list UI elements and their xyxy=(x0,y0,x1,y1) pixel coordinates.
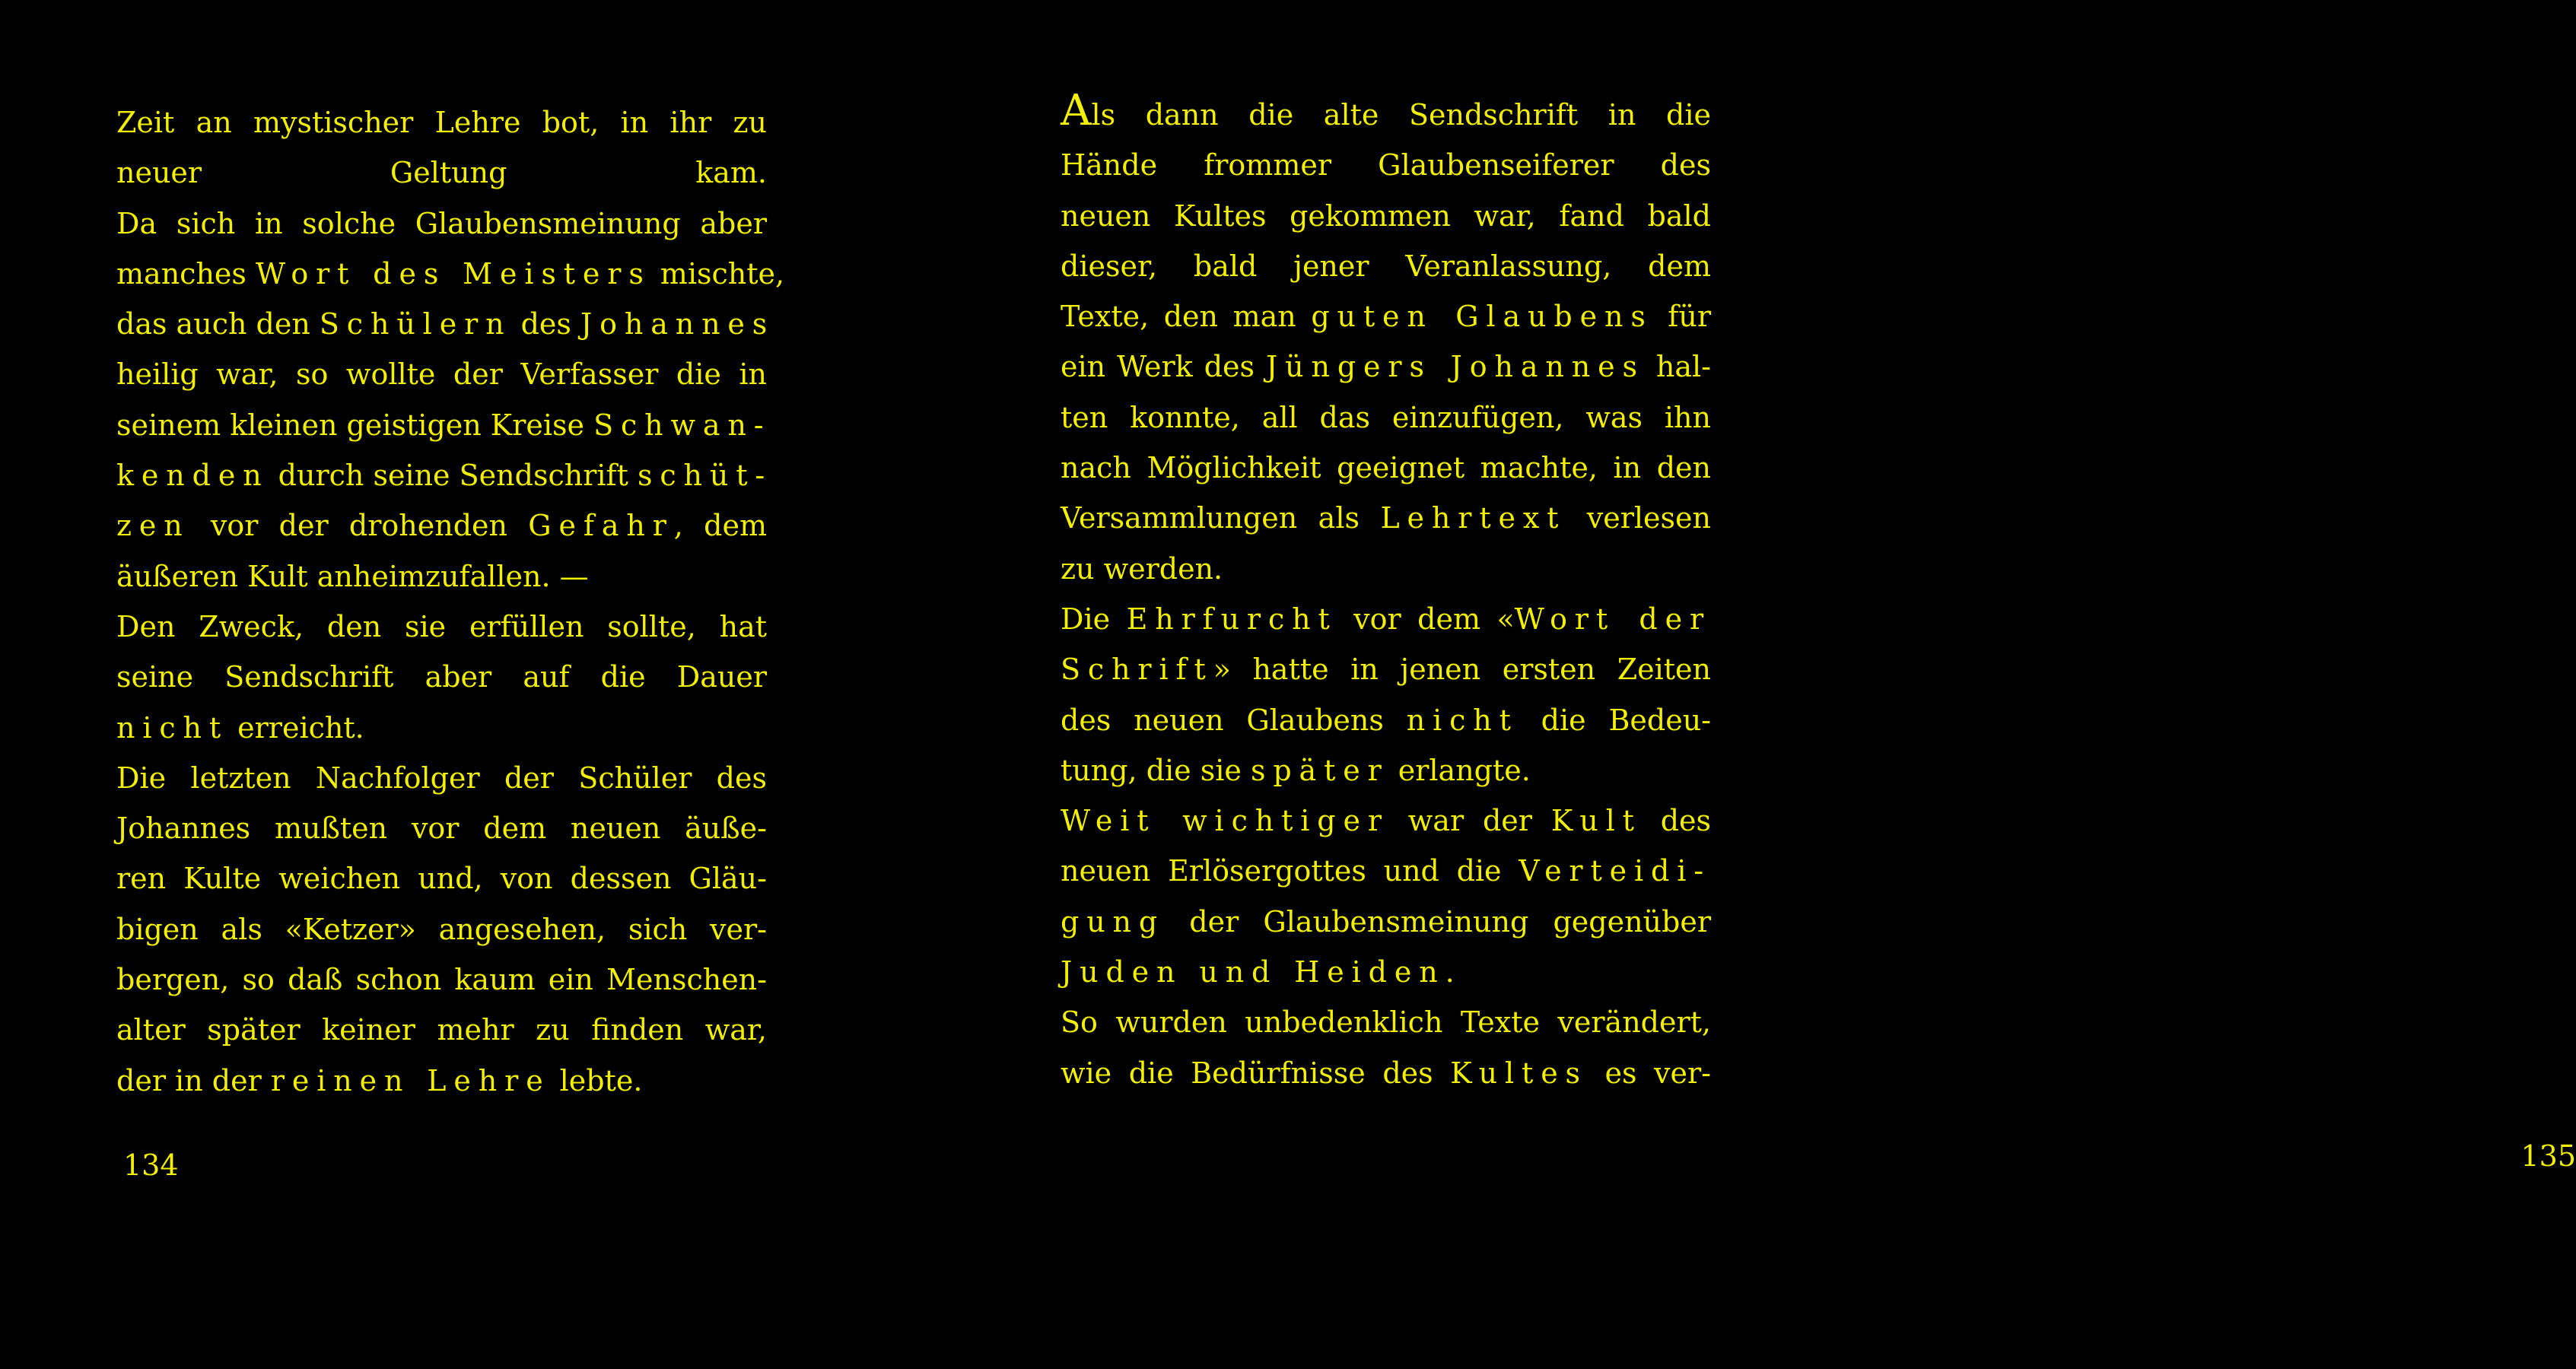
text-segment: Hände frommer Glaubenseiferer des xyxy=(1061,148,1711,183)
spaced-emphasis: Weit wichtiger xyxy=(1061,804,1389,838)
spaced-emphasis: Ehrfurcht xyxy=(1126,602,1337,636)
text-segment: Zeit an mystischer Lehre bot, in ihr zu xyxy=(116,106,767,139)
text-segment: war der xyxy=(1388,804,1551,838)
text-line xyxy=(116,500,767,551)
text-line xyxy=(116,803,767,853)
text-segment: des xyxy=(1641,804,1712,838)
text-segment: des neuen Glaubens xyxy=(1061,703,1407,737)
text-line xyxy=(1061,392,1711,443)
text-segment: lebte. xyxy=(550,1063,643,1097)
left-page-text xyxy=(116,97,785,1106)
text-line xyxy=(116,954,767,1005)
left-page xyxy=(0,0,913,1369)
text-segment: des xyxy=(511,307,580,341)
text-line xyxy=(1061,846,1711,896)
spaced-emphasis: schüt- xyxy=(637,459,773,493)
spaced-emphasis: Gefahr xyxy=(528,509,674,543)
text-segment: ein Werk des xyxy=(1061,350,1266,384)
text-segment: vor dem « xyxy=(1337,602,1515,636)
text-line xyxy=(116,1005,767,1055)
text-line xyxy=(116,853,767,904)
text-line xyxy=(1061,493,1711,543)
text-segment: bergen, so daß schon kaum ein Menschen- xyxy=(116,963,767,997)
text-line xyxy=(1061,241,1711,291)
text-segment: der Glaubensmeinung gegenüber xyxy=(1165,904,1711,939)
spaced-emphasis: gung xyxy=(1061,904,1166,939)
text-segment: seine Sendschrift aber auf die Dauer xyxy=(116,660,767,694)
text-segment: mischte, xyxy=(650,256,785,291)
text-line xyxy=(116,249,785,299)
text-segment: wie die Bedürfnisse des xyxy=(1061,1056,1451,1090)
text-segment: dieser, bald jener Veranlassung, dem xyxy=(1061,249,1711,283)
text-segment: . xyxy=(1445,955,1455,989)
text-segment: manches xyxy=(116,256,256,291)
text-segment: neuen Kultes gekommen war, fand bald xyxy=(1061,199,1711,233)
text-segment: erreicht. xyxy=(228,710,364,745)
text-line xyxy=(116,450,773,500)
text-line xyxy=(116,652,767,702)
text-line xyxy=(1061,897,1711,947)
right-page-number: 135 xyxy=(2520,1139,2576,1173)
spaced-emphasis: später xyxy=(1250,753,1389,787)
text-segment: neuer Geltung kam. xyxy=(116,156,767,190)
text-line xyxy=(1061,796,1711,846)
text-line xyxy=(116,199,767,249)
text-segment: ren Kulte weichen und, von dessen Gläu- xyxy=(116,862,767,896)
text-segment: die Bedeu- xyxy=(1518,703,1712,737)
text-line xyxy=(116,349,767,399)
spaced-emphasis: nicht xyxy=(1406,703,1519,737)
text-line xyxy=(1061,291,1711,341)
text-line xyxy=(1061,191,1711,241)
text-segment: zu werden. xyxy=(1061,551,1223,586)
spaced-emphasis: kenden xyxy=(116,459,269,493)
text-segment: das auch den xyxy=(116,307,320,341)
text-line xyxy=(116,551,767,602)
text-line xyxy=(116,400,771,450)
spaced-emphasis: Wort der xyxy=(1514,602,1712,636)
text-segment: bigen als «Ketzer» angesehen, sich ver- xyxy=(116,912,767,946)
text-segment: Die xyxy=(1061,602,1127,636)
spaced-emphasis: Kult xyxy=(1550,804,1642,838)
spaced-emphasis: Schrift xyxy=(1061,653,1213,687)
text-segment: alter später keiner mehr zu finden war, xyxy=(116,1013,767,1047)
spaced-emphasis: Juden und Heiden xyxy=(1061,955,1445,989)
text-segment: seinem kleinen geistigen Kreise xyxy=(116,408,594,442)
text-line xyxy=(116,753,767,803)
text-segment: Texte, den man xyxy=(1061,300,1312,334)
text-segment: Johannes mußten vor dem neuen äuße- xyxy=(116,812,767,846)
text-line xyxy=(1061,140,1711,190)
text-line xyxy=(116,148,767,198)
text-line xyxy=(116,1056,767,1106)
text-segment: es ver- xyxy=(1587,1056,1712,1090)
text-line xyxy=(1061,341,1711,392)
text-segment: ls dann die alte Sendschrift in die xyxy=(1091,98,1711,132)
text-segment: neuen Erlösergottes und die xyxy=(1061,854,1519,888)
text-line xyxy=(1061,947,1711,997)
text-segment: der in der xyxy=(116,1063,271,1097)
text-segment: ten konnte, all das einzufügen, was ihn xyxy=(1061,400,1711,434)
spaced-emphasis: Lehrtext xyxy=(1380,501,1566,535)
spaced-emphasis: nicht xyxy=(116,710,229,745)
spaced-emphasis: guten Glaubens xyxy=(1311,300,1653,334)
text-segment: Versammlungen als xyxy=(1061,501,1381,535)
text-line xyxy=(116,703,767,753)
text-segment: für xyxy=(1652,300,1711,334)
spaced-emphasis: Schwan- xyxy=(593,408,771,442)
drop-cap: A xyxy=(1061,86,1092,135)
text-line xyxy=(116,904,767,954)
right-page xyxy=(913,0,2576,1369)
text-line xyxy=(1061,443,1711,493)
text-line xyxy=(1061,1048,1711,1098)
spaced-emphasis: Jüngers Johannes xyxy=(1266,350,1645,384)
text-segment: Die letzten Nachfolger der Schüler des xyxy=(116,761,767,795)
spaced-emphasis: Verteidi- xyxy=(1519,854,1711,888)
right-page-text xyxy=(1061,86,1712,1098)
text-line xyxy=(1061,594,1711,644)
text-segment: hal- xyxy=(1644,350,1712,384)
text-segment: äußeren Kult anheimzufallen. — xyxy=(116,559,589,593)
text-segment: Da sich in solche Glaubensmeinung aber xyxy=(116,206,767,240)
text-line xyxy=(116,299,775,349)
spaced-emphasis: zen xyxy=(116,509,190,543)
text-segment: Den Zweck, den sie erfüllen sollte, hat xyxy=(116,609,767,643)
text-line xyxy=(1061,695,1711,745)
text-line xyxy=(1061,86,1711,140)
left-page-number: 134 xyxy=(123,1148,179,1182)
spaced-emphasis: Schülern xyxy=(319,307,512,341)
text-line xyxy=(116,97,767,148)
spaced-emphasis: Kultes xyxy=(1450,1056,1588,1090)
spaced-emphasis: Wort des Meisters xyxy=(256,256,651,291)
text-line xyxy=(1061,644,1711,694)
text-segment: erlangte. xyxy=(1388,753,1531,787)
text-segment: tung, die sie xyxy=(1061,753,1251,787)
text-line xyxy=(116,602,767,652)
spaced-emphasis: reinen Lehre xyxy=(270,1063,551,1097)
text-line xyxy=(1061,544,1711,594)
spaced-emphasis: Johannes xyxy=(580,307,775,341)
text-segment: So wurden unbedenklich Texte verändert, xyxy=(1061,1005,1711,1040)
text-segment: » hatte in jenen ersten Zeiten xyxy=(1213,653,1711,687)
text-line xyxy=(1061,997,1711,1047)
text-segment: durch seine Sendschrift xyxy=(269,459,638,493)
text-segment: heilig war, so wollte der Verfasser die in xyxy=(116,357,767,392)
text-line xyxy=(1061,745,1711,796)
text-segment: verlesen xyxy=(1566,501,1711,535)
text-segment: vor der drohenden xyxy=(189,509,529,543)
text-segment: , dem xyxy=(673,509,767,543)
text-segment: nach Möglichkeit geeignet machte, in den xyxy=(1061,451,1711,485)
